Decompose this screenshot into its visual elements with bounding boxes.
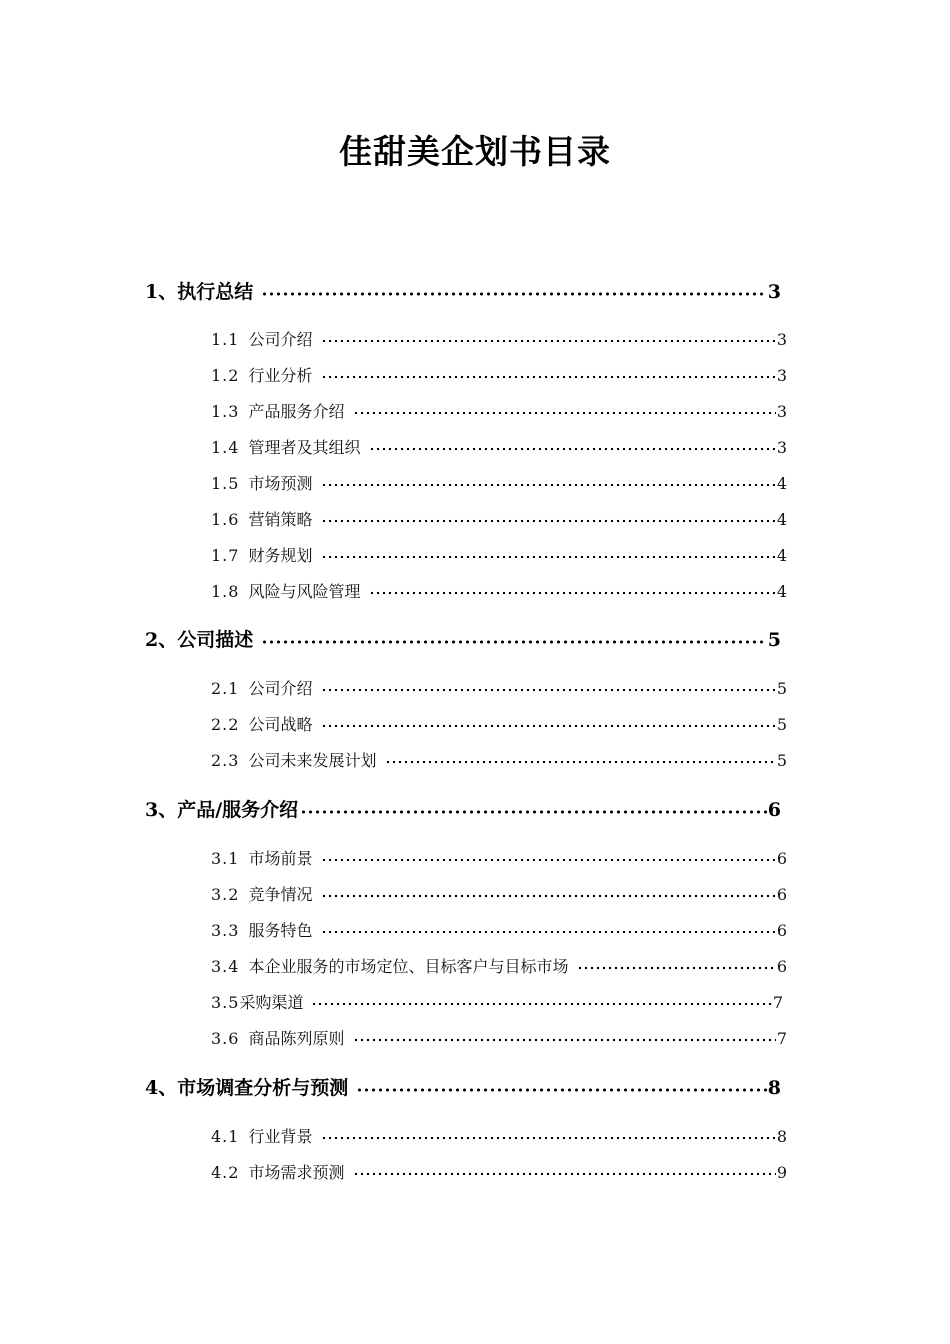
toc-entry-number: 3.3 — [211, 921, 240, 940]
dot-leader — [321, 712, 776, 728]
toc-entry-number: 1.2 — [211, 366, 240, 385]
toc-entry-number: 3.6 — [211, 1029, 240, 1048]
toc-entry-page: 6 — [776, 885, 787, 904]
dot-leader — [321, 327, 776, 343]
dot-leader — [321, 471, 776, 487]
toc-entry-1-6[interactable] — [211, 508, 787, 532]
toc-entry-label: 产品服务介绍 — [248, 402, 345, 421]
toc-entry-label: 市场预测 — [248, 474, 313, 493]
toc-entry-page: 5 — [776, 751, 787, 770]
toc-entry-label: 商品陈列原则 — [248, 1029, 345, 1048]
toc-entry-number: 2、 — [145, 629, 178, 651]
toc-entry-label: 财务规划 — [248, 546, 313, 565]
toc-entry-label: 服务特色 — [248, 921, 313, 940]
toc-entry-3-4[interactable] — [211, 955, 787, 979]
toc-entry-label: 管理者及其组织 — [248, 438, 361, 457]
toc-entry-label: 市场调查分析与预测 — [177, 1077, 349, 1099]
dot-leader — [321, 846, 776, 862]
toc-entry-number: 4、 — [145, 1077, 178, 1099]
toc-entry-2-3[interactable] — [211, 749, 787, 773]
toc-entry-3[interactable] — [145, 796, 781, 824]
toc-entry-1-2[interactable] — [211, 364, 787, 388]
toc-entry-number: 4.1 — [211, 1127, 240, 1146]
toc-entry-number: 1.6 — [211, 510, 240, 529]
dot-leader — [321, 1124, 776, 1140]
toc-entry-page: 4 — [776, 546, 787, 565]
dot-leader — [261, 625, 767, 644]
page-title: 佳甜美企划书目录 — [339, 132, 611, 171]
toc-entry-page: 6 — [776, 957, 787, 976]
dot-leader — [321, 507, 776, 523]
dot-leader — [369, 579, 776, 595]
toc-entry-number: 1.7 — [211, 546, 240, 565]
toc-entry-page: 3 — [776, 366, 787, 385]
toc-entry-label: 风险与风险管理 — [248, 582, 361, 601]
dot-leader — [356, 1073, 767, 1092]
toc-entry-label: 采购渠道 — [239, 993, 304, 1012]
toc-entry-label: 执行总结 — [177, 281, 254, 303]
toc-entry-number: 2.3 — [211, 751, 240, 770]
toc-entry-number: 3.1 — [211, 849, 240, 868]
toc-entry-3-2[interactable] — [211, 883, 787, 907]
toc-entry-page: 5 — [776, 715, 787, 734]
toc-entry-number: 3.5 — [211, 993, 240, 1012]
toc-entry-label: 行业背景 — [248, 1127, 313, 1146]
toc-entry-page: 6 — [776, 921, 787, 940]
dot-leader — [321, 918, 776, 934]
toc-entry-4[interactable] — [145, 1074, 781, 1102]
toc-entry-3-6[interactable] — [211, 1027, 787, 1051]
toc-entry-page: 5 — [776, 679, 787, 698]
toc-entry-page: 3 — [776, 330, 787, 349]
toc-entry-3-5[interactable] — [211, 991, 783, 1015]
dot-leader — [300, 795, 767, 814]
dot-leader — [385, 748, 776, 764]
toc-entry-label: 市场需求预测 — [248, 1163, 345, 1182]
dot-leader — [321, 882, 776, 898]
toc-entry-label: 产品/服务介绍 — [177, 799, 299, 821]
dot-leader — [369, 435, 776, 451]
toc-entry-page: 3 — [767, 281, 781, 303]
toc-entry-label: 公司描述 — [177, 629, 254, 651]
dot-leader — [311, 990, 771, 1006]
dot-leader — [321, 363, 776, 379]
toc-entry-page: 6 — [776, 849, 787, 868]
toc-entry-label: 市场前景 — [248, 849, 313, 868]
dot-leader — [321, 676, 776, 692]
toc-entry-label: 本企业服务的市场定位、目标客户与目标市场 — [248, 957, 569, 976]
toc-entry-number: 3.4 — [211, 957, 240, 976]
toc-entry-4-2[interactable] — [211, 1161, 787, 1185]
toc-entry-2-1[interactable] — [211, 677, 787, 701]
toc-entry-label: 公司介绍 — [248, 330, 313, 349]
toc-entry-page: 3 — [776, 438, 787, 457]
toc-entry-1-7[interactable] — [211, 544, 787, 568]
toc-entry-page: 7 — [776, 1029, 787, 1048]
toc-entry-label: 公司战略 — [248, 715, 313, 734]
toc-entry-number: 1.8 — [211, 582, 240, 601]
toc-entry-4-1[interactable] — [211, 1125, 787, 1149]
toc-entry-3-3[interactable] — [211, 919, 787, 943]
toc-entry-number: 3、 — [145, 799, 178, 821]
toc-entry-page: 6 — [767, 799, 781, 821]
toc-entry-1-5[interactable] — [211, 472, 787, 496]
toc-entry-number: 1.4 — [211, 438, 240, 457]
toc-entry-page: 5 — [767, 629, 781, 651]
toc-entry-label: 营销策略 — [248, 510, 313, 529]
toc-entry-2-2[interactable] — [211, 713, 787, 737]
toc-entry-label: 公司未来发展计划 — [248, 751, 377, 770]
toc-entry-number: 2.1 — [211, 679, 240, 698]
toc-entry-1-4[interactable] — [211, 436, 787, 460]
dot-leader — [577, 954, 776, 970]
toc-entry-page: 8 — [776, 1127, 787, 1146]
toc-entry-label: 公司介绍 — [248, 679, 313, 698]
toc-entry-label: 竞争情况 — [248, 885, 313, 904]
toc-entry-number: 1.1 — [211, 330, 240, 349]
dot-leader — [261, 277, 767, 296]
toc-entry-number: 1.3 — [211, 402, 240, 421]
toc-entry-page: 4 — [776, 582, 787, 601]
toc-entry-page: 4 — [776, 510, 787, 529]
toc-entry-number: 1.5 — [211, 474, 240, 493]
toc-entry-page: 7 — [772, 993, 783, 1012]
dot-leader — [353, 399, 776, 415]
toc-entry-1-1[interactable] — [211, 328, 787, 352]
toc-entry-page: 8 — [767, 1077, 781, 1099]
toc-entry-page: 4 — [776, 474, 787, 493]
dot-leader — [353, 1026, 776, 1042]
dot-leader — [321, 543, 776, 559]
toc-entry-page: 3 — [776, 402, 787, 421]
dot-leader — [353, 1160, 776, 1176]
toc-entry-number: 2.2 — [211, 715, 240, 734]
toc-entry-1-8[interactable] — [211, 580, 787, 604]
toc-entry-3-1[interactable] — [211, 847, 787, 871]
toc-entry-number: 4.2 — [211, 1163, 240, 1182]
toc-entry-page: 9 — [776, 1163, 787, 1182]
toc-entry-number: 1、 — [145, 281, 178, 303]
toc-entry-label: 行业分析 — [248, 366, 313, 385]
toc-entry-1-3[interactable] — [211, 400, 787, 424]
toc-entry-2[interactable] — [145, 626, 781, 654]
toc-entry-1[interactable] — [145, 278, 781, 306]
toc-entry-number: 3.2 — [211, 885, 240, 904]
